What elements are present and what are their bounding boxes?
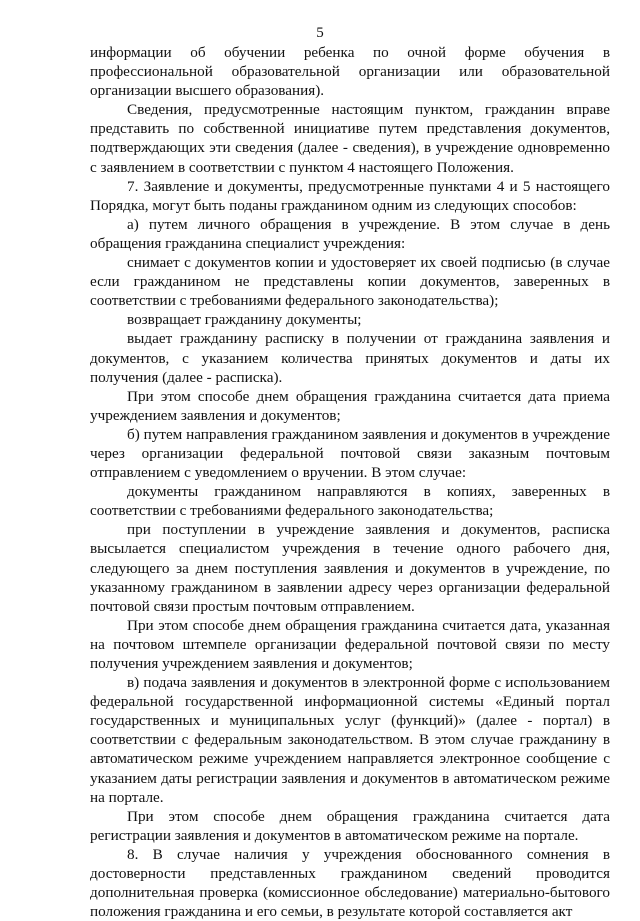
paragraph-receipt: выдает гражданину расписку в получении от гражданина заявления и документов, с указанием количества принятых документов и даты их получения (далее - расписка). [90,330,610,386]
paragraph-copies: снимает с документов копии и удостоверяет их своей подписью (в случае если гражданином не представлены копии документов, заверенных в соответствии с требованиями федерального законодательства); [90,254,610,310]
paragraph-receipt-postal: при поступлении в учреждение заявления и документов, расписка высылается специалистом учреждения в течение одного рабочего дня, следующего за днем поступления заявления и документов в учреждение, по указанному гражданином в заявлении адресу через организации федеральной почтовой связи простым почтовым отправлением. [90,521,610,615]
document-body [90,43,610,921]
paragraph-item-7b: б) путем направления гражданином заявления и документов в учреждение через организации федеральной почтовой связи заказным почтовым отправлением с уведомлением о вручении. В этом случае: [90,425,610,482]
paragraph-item-7: 7. Заявление и документы, предусмотренные пунктами 4 и 5 настоящего Порядка, могут быть поданы гражданином одним из следующих способов: [90,177,610,214]
paragraph-continuation: информации об обучении ребенка по очной форме обучения в профессиональной образовательной организации или образовательной организации высшего образования). [90,44,610,100]
paragraph-date-postal: При этом способе днем обращения гражданина считается дата, указанная на почтовом штемпеле организации федеральной почтовой связи по месту получения учреждением заявления и документов; [90,616,610,672]
paragraph-date-personal: При этом способе днем обращения гражданина считается дата приема учреждением заявления и документов; [90,387,610,424]
paragraph-item-7a: а) путем личного обращения в учреждение. В этом случае в день обращения гражданина специалист учреждения: [90,215,610,252]
paragraph-item-8: 8. В случае наличия у учреждения обоснованного сомнения в достоверности представленных гражданином сведений проводится дополнительная проверка (комиссионное обследование) материально-бытового положения гражданина и его семьи, в результате которой составляется акт [90,845,610,921]
page-number: 5 [316,25,324,41]
paragraph-date-portal: При этом способе днем обращения гражданина считается дата регистрации заявления и документов в автоматическом режиме на портале. [90,807,610,844]
paragraph-return-documents: возвращает гражданину документы; [127,311,362,329]
paragraph-copies-postal: документы гражданином направляются в копиях, заверенных в соответствии с требованиями федерального законодательства; [90,483,610,520]
paragraph-information-submission: Сведения, предусмотренные настоящим пунктом, гражданин вправе представить по собственной инициативе путем представления документов, подтверждающих эти сведения (далее - сведения), в учреждение одновременно с заявлением в соответствии с пунктом 4 настоящего Положения. [90,101,610,176]
paragraph-item-7v: в) подача заявления и документов в электронной форме с использованием федеральной государственной информационной системы «Единый портал государственных и муниципальных услуг (функций)» (далее - портал) в соответствии с федеральным законодательством. В этом случае гражданину в автоматическом режиме учреждением направляется электронное сообщение с указанием даты регистрации заявления и документов в автоматическом режиме на портале. [90,674,610,806]
